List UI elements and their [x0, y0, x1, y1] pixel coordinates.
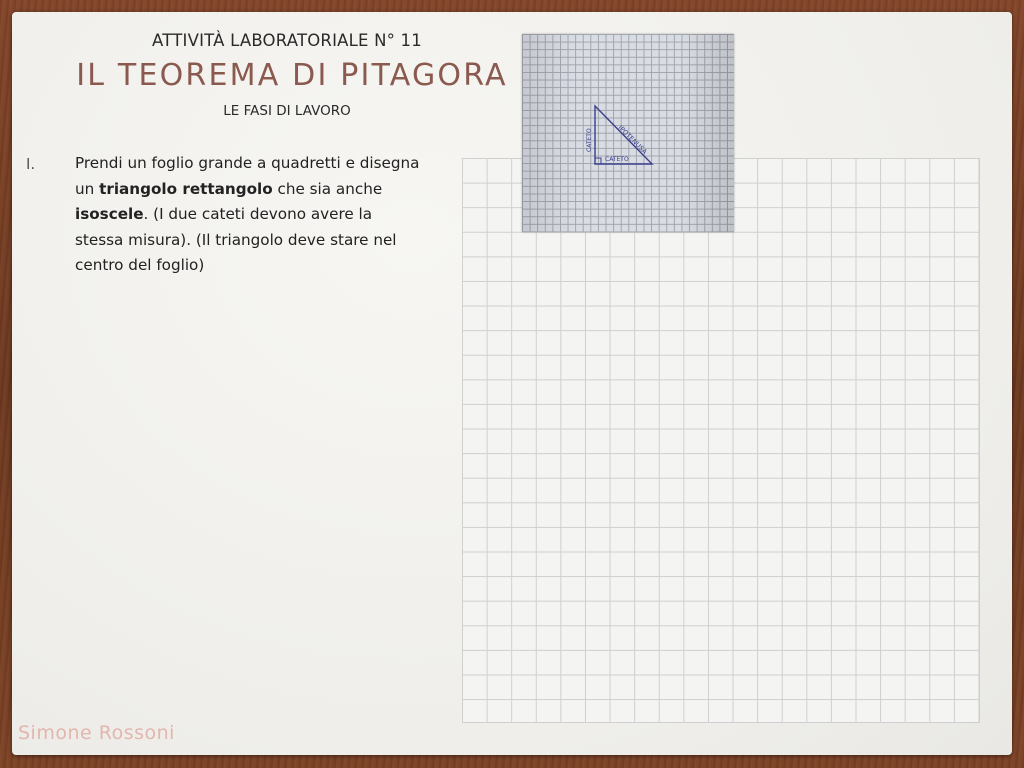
leg-vertical-label: CATETO [586, 128, 593, 152]
step-number: I. [26, 155, 36, 173]
step-text-bold: triangolo rettangolo [99, 179, 273, 198]
grid-paper-illustration [462, 158, 980, 723]
step-text-bold: isoscele [75, 205, 144, 223]
step-text-part: che sia anche [272, 179, 383, 198]
triangle-drawing [522, 34, 734, 232]
hypotenuse-label: IPOTENUSA [616, 123, 649, 156]
step-text-part: . (I due cateti devono avere la stessa misura). (Il triangolo deve stare nel centro del foglio) [75, 205, 397, 274]
triangle-photo [522, 34, 734, 232]
leg-horizontal-label: CATETO [605, 156, 629, 163]
author-name: Simone Rossoni [18, 722, 175, 744]
step-text [75, 151, 420, 279]
right-angle-mark [595, 158, 601, 164]
slide-title: IL TEOREMA DI PITAGORA [76, 58, 508, 93]
slide-subtitle: LE FASI DI LAVORO [223, 103, 351, 119]
slide [12, 12, 1012, 755]
step-text-part: Prendi un foglio grande a quadretti e disegna un [75, 154, 420, 198]
activity-kicker: ATTIVITÀ LABORATORIALE N° 11 [152, 31, 422, 50]
